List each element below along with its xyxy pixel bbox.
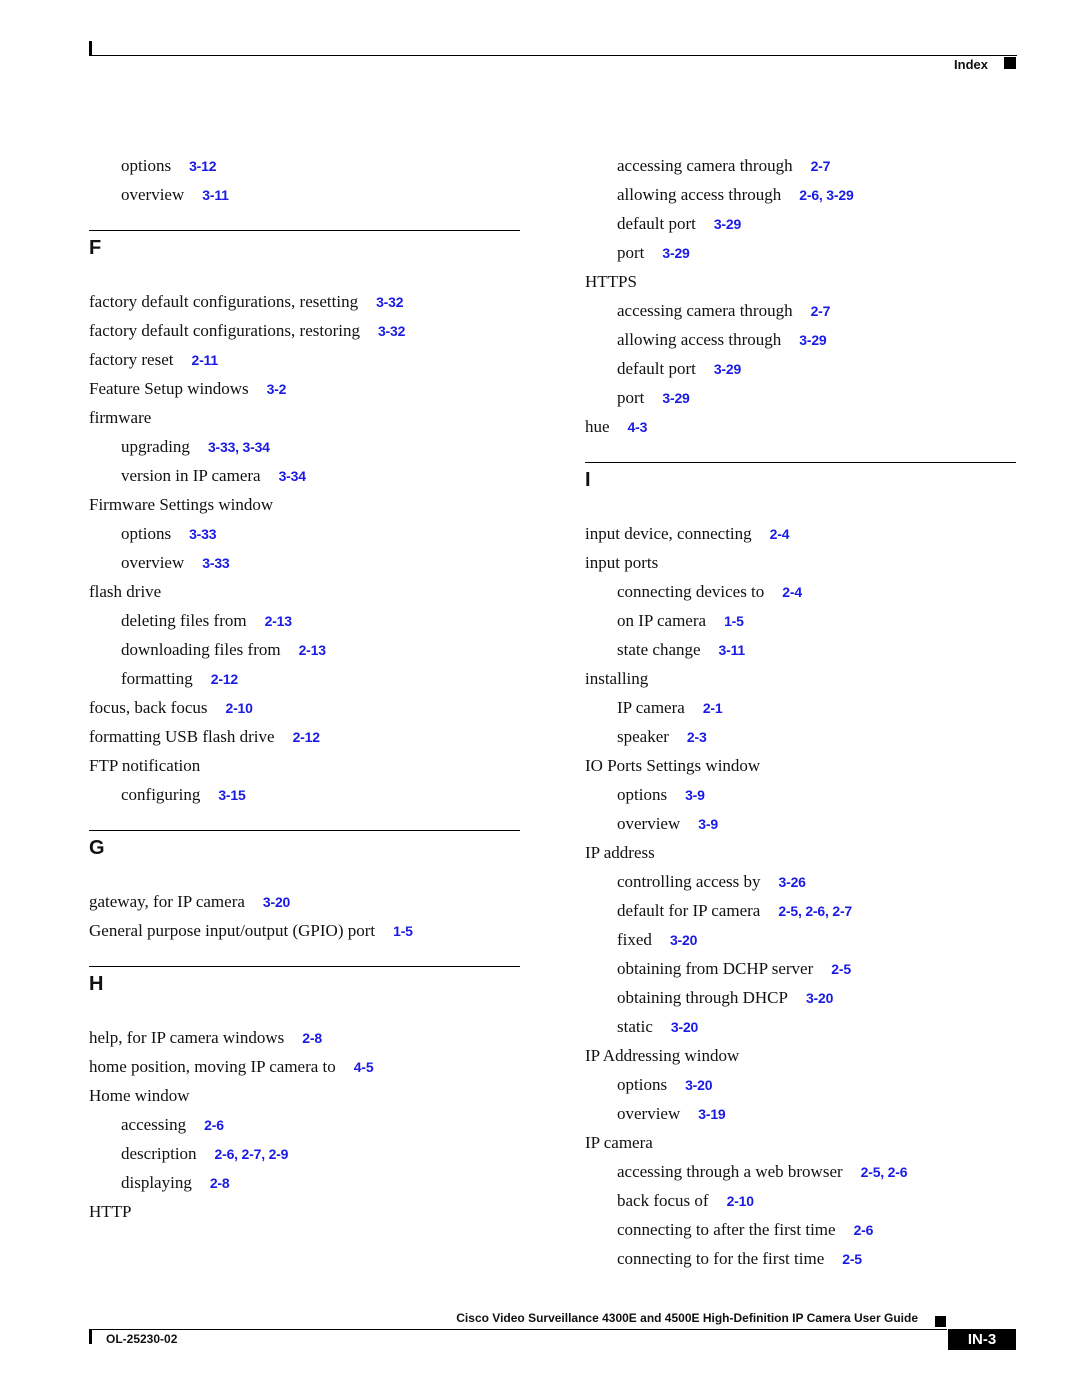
index-term: flash drive <box>89 582 162 601</box>
index-subentry <box>121 519 216 548</box>
index-term: help, for IP camera windows <box>89 1028 285 1047</box>
footer-guide-title: Cisco Video Surveillance 4300E and 4500E High-Definition IP Camera User Guide <box>456 1311 918 1325</box>
index-entry <box>89 1197 132 1226</box>
index-subentry <box>121 461 306 490</box>
index-term: on IP camera <box>617 611 707 630</box>
page-reference-link[interactable]: 2-5 <box>842 1251 862 1267</box>
index-subentry <box>617 1186 754 1215</box>
page-reference-link[interactable]: 2-10 <box>726 1193 754 1209</box>
index-term: connecting to for the first time <box>617 1249 825 1268</box>
page-reference-link[interactable]: 3-20 <box>262 894 291 910</box>
index-subentry <box>617 354 741 383</box>
index-term: home position, moving IP camera to <box>89 1057 336 1076</box>
index-term: IP address <box>585 843 655 862</box>
index-entry <box>89 374 286 403</box>
index-entry <box>585 412 647 441</box>
page-reference-link[interactable]: 4-5 <box>353 1059 374 1075</box>
index-term: firmware <box>89 408 152 427</box>
index-term: accessing camera through <box>617 156 793 175</box>
index-subentry <box>617 1099 726 1128</box>
index-entry <box>585 664 648 693</box>
page-reference-link[interactable]: 3-15 <box>218 787 246 803</box>
index-term: connecting devices to <box>617 582 765 601</box>
page-reference-link[interactable]: 2-3 <box>686 729 707 745</box>
index-entry <box>89 1052 373 1081</box>
index-subentry <box>617 238 690 267</box>
index-term: hue <box>585 417 610 436</box>
index-term: accessing camera through <box>617 301 793 320</box>
page-reference-link[interactable]: 3-33 <box>202 555 230 571</box>
index-entry <box>89 887 290 916</box>
section-divider-rule <box>89 230 520 231</box>
page-reference-link[interactable]: 3-20 <box>685 1077 713 1093</box>
index-term: HTTP <box>89 1202 132 1221</box>
page-reference-link[interactable]: 3-33, 3-34 <box>207 439 270 455</box>
index-subentry <box>617 1215 873 1244</box>
index-term: gateway, for IP camera <box>89 892 245 911</box>
index-term: deleting files from <box>121 611 247 630</box>
index-term: state change <box>617 640 701 659</box>
index-term: options <box>617 785 668 804</box>
page-reference-link[interactable]: 3-11 <box>718 642 745 658</box>
footer-rule <box>89 1329 947 1330</box>
index-subentry <box>617 983 833 1012</box>
index-entry <box>89 693 253 722</box>
page-reference-link[interactable]: 3-29 <box>662 245 690 261</box>
index-subentry <box>617 954 851 983</box>
index-term: default port <box>617 359 696 378</box>
section-divider-rule <box>89 966 520 967</box>
index-subentry <box>121 635 326 664</box>
page-reference-link[interactable]: 4-3 <box>627 419 648 435</box>
index-subentry <box>121 1110 224 1139</box>
index-term: options <box>121 524 172 543</box>
index-term: default for IP camera <box>617 901 761 920</box>
index-subentry <box>121 1139 288 1168</box>
index-entry <box>585 838 655 867</box>
page-reference-link[interactable]: 2-12 <box>210 671 238 687</box>
page-reference-link[interactable]: 3-2 <box>266 381 287 397</box>
footer-doc-number: OL-25230-02 <box>106 1332 178 1346</box>
page-number-badge: IN-3 <box>948 1329 1016 1350</box>
index-subentry <box>617 151 830 180</box>
index-term: accessing through a web browser <box>617 1162 843 1181</box>
section-letter-heading: I <box>585 469 591 491</box>
index-subentry <box>617 722 707 751</box>
page-reference-link[interactable]: 2-4 <box>769 526 790 542</box>
page-reference-link[interactable]: 2-6, 3-29 <box>799 187 854 203</box>
index-entry <box>89 722 320 751</box>
index-subentry <box>617 925 697 954</box>
section-divider-rule <box>89 830 520 831</box>
index-term: General purpose input/output (GPIO) port <box>89 921 376 940</box>
page-reference-link[interactable]: 2-12 <box>292 729 320 745</box>
page-reference-link[interactable]: 2-11 <box>191 352 218 368</box>
section-divider-rule <box>585 462 1016 463</box>
index-term: accessing <box>121 1115 187 1134</box>
index-entry <box>585 1041 739 1070</box>
index-term: description <box>121 1144 197 1163</box>
index-term: formatting USB flash drive <box>89 727 275 746</box>
index-entry <box>89 287 403 316</box>
page-reference-link[interactable]: 3-9 <box>685 787 705 803</box>
index-subentry <box>617 1244 862 1273</box>
page-reference-link[interactable]: 2-8 <box>209 1175 230 1191</box>
index-entry <box>89 403 151 432</box>
index-term: obtaining through DHCP <box>617 988 788 1007</box>
index-subentry <box>121 180 229 209</box>
index-term: back focus of <box>617 1191 709 1210</box>
index-term: overview <box>617 814 681 833</box>
index-entry <box>585 1128 653 1157</box>
page-reference-link[interactable]: 3-29 <box>799 332 827 348</box>
index-term: input device, connecting <box>585 524 752 543</box>
index-subentry <box>121 664 238 693</box>
header-square-marker <box>1004 57 1016 69</box>
index-term: factory default configurations, restoring <box>89 321 360 340</box>
index-subentry <box>121 606 292 635</box>
section-letter-heading: F <box>89 237 102 259</box>
index-term: formatting <box>121 669 193 688</box>
page-reference-link[interactable]: 2-7 <box>810 158 831 174</box>
page-reference-link[interactable]: 2-13 <box>264 613 292 629</box>
page-reference-link[interactable]: 3-29 <box>662 390 690 406</box>
index-subentry <box>121 432 270 461</box>
page-reference-link[interactable]: 2-7 <box>810 303 831 319</box>
index-term: allowing access through <box>617 185 782 204</box>
page-reference-link[interactable]: 1-5 <box>393 923 413 939</box>
index-term: downloading files from <box>121 640 281 659</box>
index-entry <box>89 1023 322 1052</box>
index-entry <box>89 1081 190 1110</box>
index-entry <box>585 519 789 548</box>
running-header-label: Index <box>954 57 988 72</box>
index-subentry <box>617 180 854 209</box>
page-reference-link[interactable]: 3-20 <box>669 932 698 948</box>
index-term: version in IP camera <box>121 466 261 485</box>
page-reference-link[interactable]: 3-32 <box>376 294 404 310</box>
index-entry <box>585 751 760 780</box>
index-subentry <box>617 577 802 606</box>
index-entry <box>89 345 218 374</box>
index-entry <box>89 916 413 945</box>
page-reference-link[interactable]: 2-6 <box>204 1117 224 1133</box>
index-term: displaying <box>121 1173 192 1192</box>
index-subentry <box>121 151 216 180</box>
index-term: IP camera <box>617 698 685 717</box>
index-entry <box>585 267 637 296</box>
index-subentry <box>617 383 690 412</box>
index-subentry <box>617 606 744 635</box>
index-subentry <box>617 635 745 664</box>
index-subentry <box>617 809 718 838</box>
index-term: upgrading <box>121 437 190 456</box>
page-reference-link[interactable]: 3-26 <box>778 874 806 890</box>
index-term: IO Ports Settings window <box>585 756 761 775</box>
page-reference-link[interactable]: 3-20 <box>670 1019 699 1035</box>
page-reference-link[interactable]: 2-8 <box>302 1030 322 1046</box>
page-reference-link[interactable]: 3-29 <box>713 216 742 232</box>
index-subentry <box>617 209 741 238</box>
page-reference-link[interactable]: 2-13 <box>298 642 326 658</box>
header-tick-mark <box>89 41 92 56</box>
footer-tick-mark <box>89 1330 92 1344</box>
index-term: IP Addressing window <box>585 1046 740 1065</box>
index-term: connecting to after the first time <box>617 1220 836 1239</box>
index-term: port <box>617 388 645 407</box>
index-subentry <box>617 325 827 354</box>
page-reference-link[interactable]: 2-6, 2-7, 2-9 <box>214 1146 289 1162</box>
page-reference-link[interactable]: 3-34 <box>278 468 306 484</box>
index-term: configuring <box>121 785 201 804</box>
page-reference-link[interactable]: 3-11 <box>202 187 229 203</box>
index-term: overview <box>121 185 185 204</box>
index-subentry <box>617 296 830 325</box>
index-subentry <box>617 693 722 722</box>
page-reference-link[interactable]: 2-5, 2-6 <box>860 1164 908 1180</box>
index-subentry <box>617 1157 907 1186</box>
index-entry <box>89 490 273 519</box>
page-reference-link[interactable]: 3-20 <box>805 990 834 1006</box>
index-entry <box>89 751 200 780</box>
page-reference-link[interactable]: 3-33 <box>189 526 217 542</box>
index-term: options <box>121 156 172 175</box>
index-term: factory default configurations, resetting <box>89 292 359 311</box>
page-reference-link[interactable]: 3-29 <box>713 361 742 377</box>
section-letter-heading: H <box>89 973 104 995</box>
page-reference-link[interactable]: 2-6 <box>853 1222 874 1238</box>
section-letter-heading: G <box>89 837 105 859</box>
page-reference-link[interactable]: 2-5 <box>831 961 851 977</box>
index-term: options <box>617 1075 668 1094</box>
index-entry <box>89 316 405 345</box>
footer-square-marker <box>935 1316 946 1327</box>
page-reference-link[interactable]: 1-5 <box>724 613 744 629</box>
index-subentry <box>121 1168 229 1197</box>
index-term: installing <box>585 669 649 688</box>
header-rule <box>89 55 1017 56</box>
index-subentry <box>617 1070 712 1099</box>
index-subentry <box>617 896 852 925</box>
page-reference-link[interactable]: 3-9 <box>698 816 718 832</box>
index-entry <box>585 548 658 577</box>
index-term: static <box>617 1017 653 1036</box>
index-term: factory reset <box>89 350 174 369</box>
page-reference-link[interactable]: 3-32 <box>377 323 406 339</box>
index-term: default port <box>617 214 696 233</box>
index-term: speaker <box>617 727 669 746</box>
page-reference-link[interactable]: 3-19 <box>698 1106 726 1122</box>
index-term: Firmware Settings window <box>89 495 274 514</box>
index-term: fixed <box>617 930 652 949</box>
page-reference-link[interactable]: 2-4 <box>782 584 802 600</box>
page-reference-link[interactable]: 2-5, 2-6, 2-7 <box>778 903 852 919</box>
index-entry <box>89 577 161 606</box>
index-subentry <box>121 780 246 809</box>
index-subentry <box>617 867 806 896</box>
index-term: allowing access through <box>617 330 782 349</box>
index-term: overview <box>121 553 185 572</box>
index-subentry <box>121 548 230 577</box>
index-subentry <box>617 780 705 809</box>
page-reference-link[interactable]: 2-1 <box>702 700 723 716</box>
index-term: input ports <box>585 553 659 572</box>
index-term: Feature Setup windows <box>89 379 249 398</box>
index-subentry <box>617 1012 698 1041</box>
page-reference-link[interactable]: 3-12 <box>189 158 217 174</box>
index-term: port <box>617 243 645 262</box>
index-term: FTP notification <box>89 756 201 775</box>
index-term: HTTPS <box>585 272 637 291</box>
index-term: IP camera <box>585 1133 653 1152</box>
index-term: obtaining from DCHP server <box>617 959 814 978</box>
index-term: controlling access by <box>617 872 761 891</box>
index-term: overview <box>617 1104 681 1123</box>
index-term: Home window <box>89 1086 190 1105</box>
page-reference-link[interactable]: 2-10 <box>225 700 253 716</box>
index-term: focus, back focus <box>89 698 208 717</box>
